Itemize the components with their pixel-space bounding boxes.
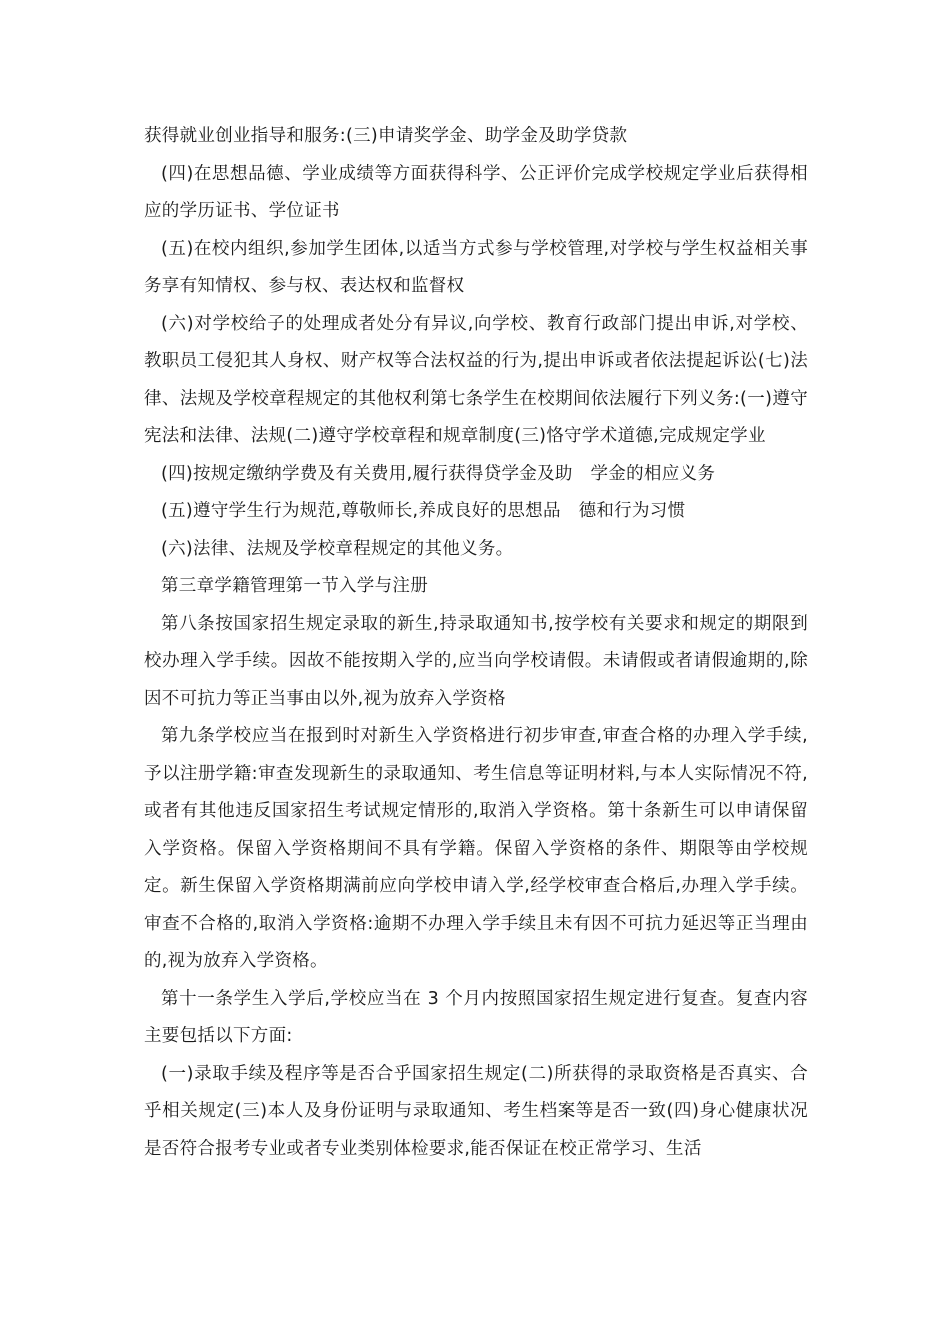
paragraph-11: 第十一条学生入学后,学校应当在 3 个月内按照国家招生规定进行复查。复查内容主要包括以下方面: (144, 988, 808, 1046)
document-body (144, 118, 808, 1168)
paragraph-1: 获得就业创业指导和服务:(三)申请奖学金、助学金及助学贷款 (144, 126, 628, 146)
paragraph-2: (四)在思想品德、学业成绩等方面获得科学、公正评价完成学校规定学业后获得相应的学历证书、学位证书 (144, 163, 808, 221)
paragraph-5: (四)按规定缴纳学费及有关费用,履行获得贷学金及助 学金的相应义务 (161, 463, 716, 484)
paragraph-3: (五)在校内组织,参加学生团体,以适当方式参与学校管理,对学校与学生权益相关事务享有知情权、参与权、表达权和监督权 (144, 238, 808, 296)
paragraph-7: (六)法律、法规及学校章程规定的其他义务。 (161, 538, 514, 559)
paragraph-12: (一)录取手续及程序等是否合乎国家招生规定(二)所获得的录取资格是否真实、合乎相关规定(三)本人及身份证明与录取通知、考生档案等是否一致(四)身心健康状况是否符合报考专业或者专业类别体检要求,能否保证在校正常学习、生活 (144, 1063, 808, 1159)
section-heading: 第三章学籍管理第一节入学与注册 (161, 576, 428, 596)
paragraph-6: (五)遵守学生行为规范,尊敬师长,养成良好的思想品 德和行为习惯 (161, 501, 686, 521)
paragraph-9: 第八条按国家招生规定录取的新生,持录取通知书,按学校有关要求和规定的期限到校办理入学手续。因故不能按期入学的,应当向学校请假。未请假或者请假逾期的,除因不可抗力等正当事由以外,视为放弃入学资格 (144, 613, 808, 709)
paragraph-10: 第九条学校应当在报到时对新生入学资格进行初步审查,审查合格的办理入学手续,予以注册学籍:审查发现新生的录取通知、考生信息等证明材料,与本人实际情况不符,或者有其他违反国家招生考试规定情形的,取消入学资格。第十条新生可以申请保留入学资格。保留入学资格期间不具有学籍。保留入学资格的条件、期限等由学校规定。新生保留入学资格期满前应向学校申请入学,经学校审查合格后,办理入学手续。审查不合格的,取消入学资格:逾期不办理入学手续且未有因不可抗力延迟等正当理由的,视为放弃入学资格。 (144, 726, 808, 971)
paragraph-4: (六)对学校给子的处理成者处分有异议,向学校、教育行政部门提出申诉,对学校、教职员工侵犯其人身权、财产权等合法权益的行为,提出申诉或者依法提起诉讼(七)法律、法规及学校章程规定的其他权利第七条学生在校期间依法履行下列义务:(一)遵守宪法和法律、法规(二)遵守学校章程和规章制度(三)恪守学术道德,完成规定学业 (144, 313, 808, 446)
